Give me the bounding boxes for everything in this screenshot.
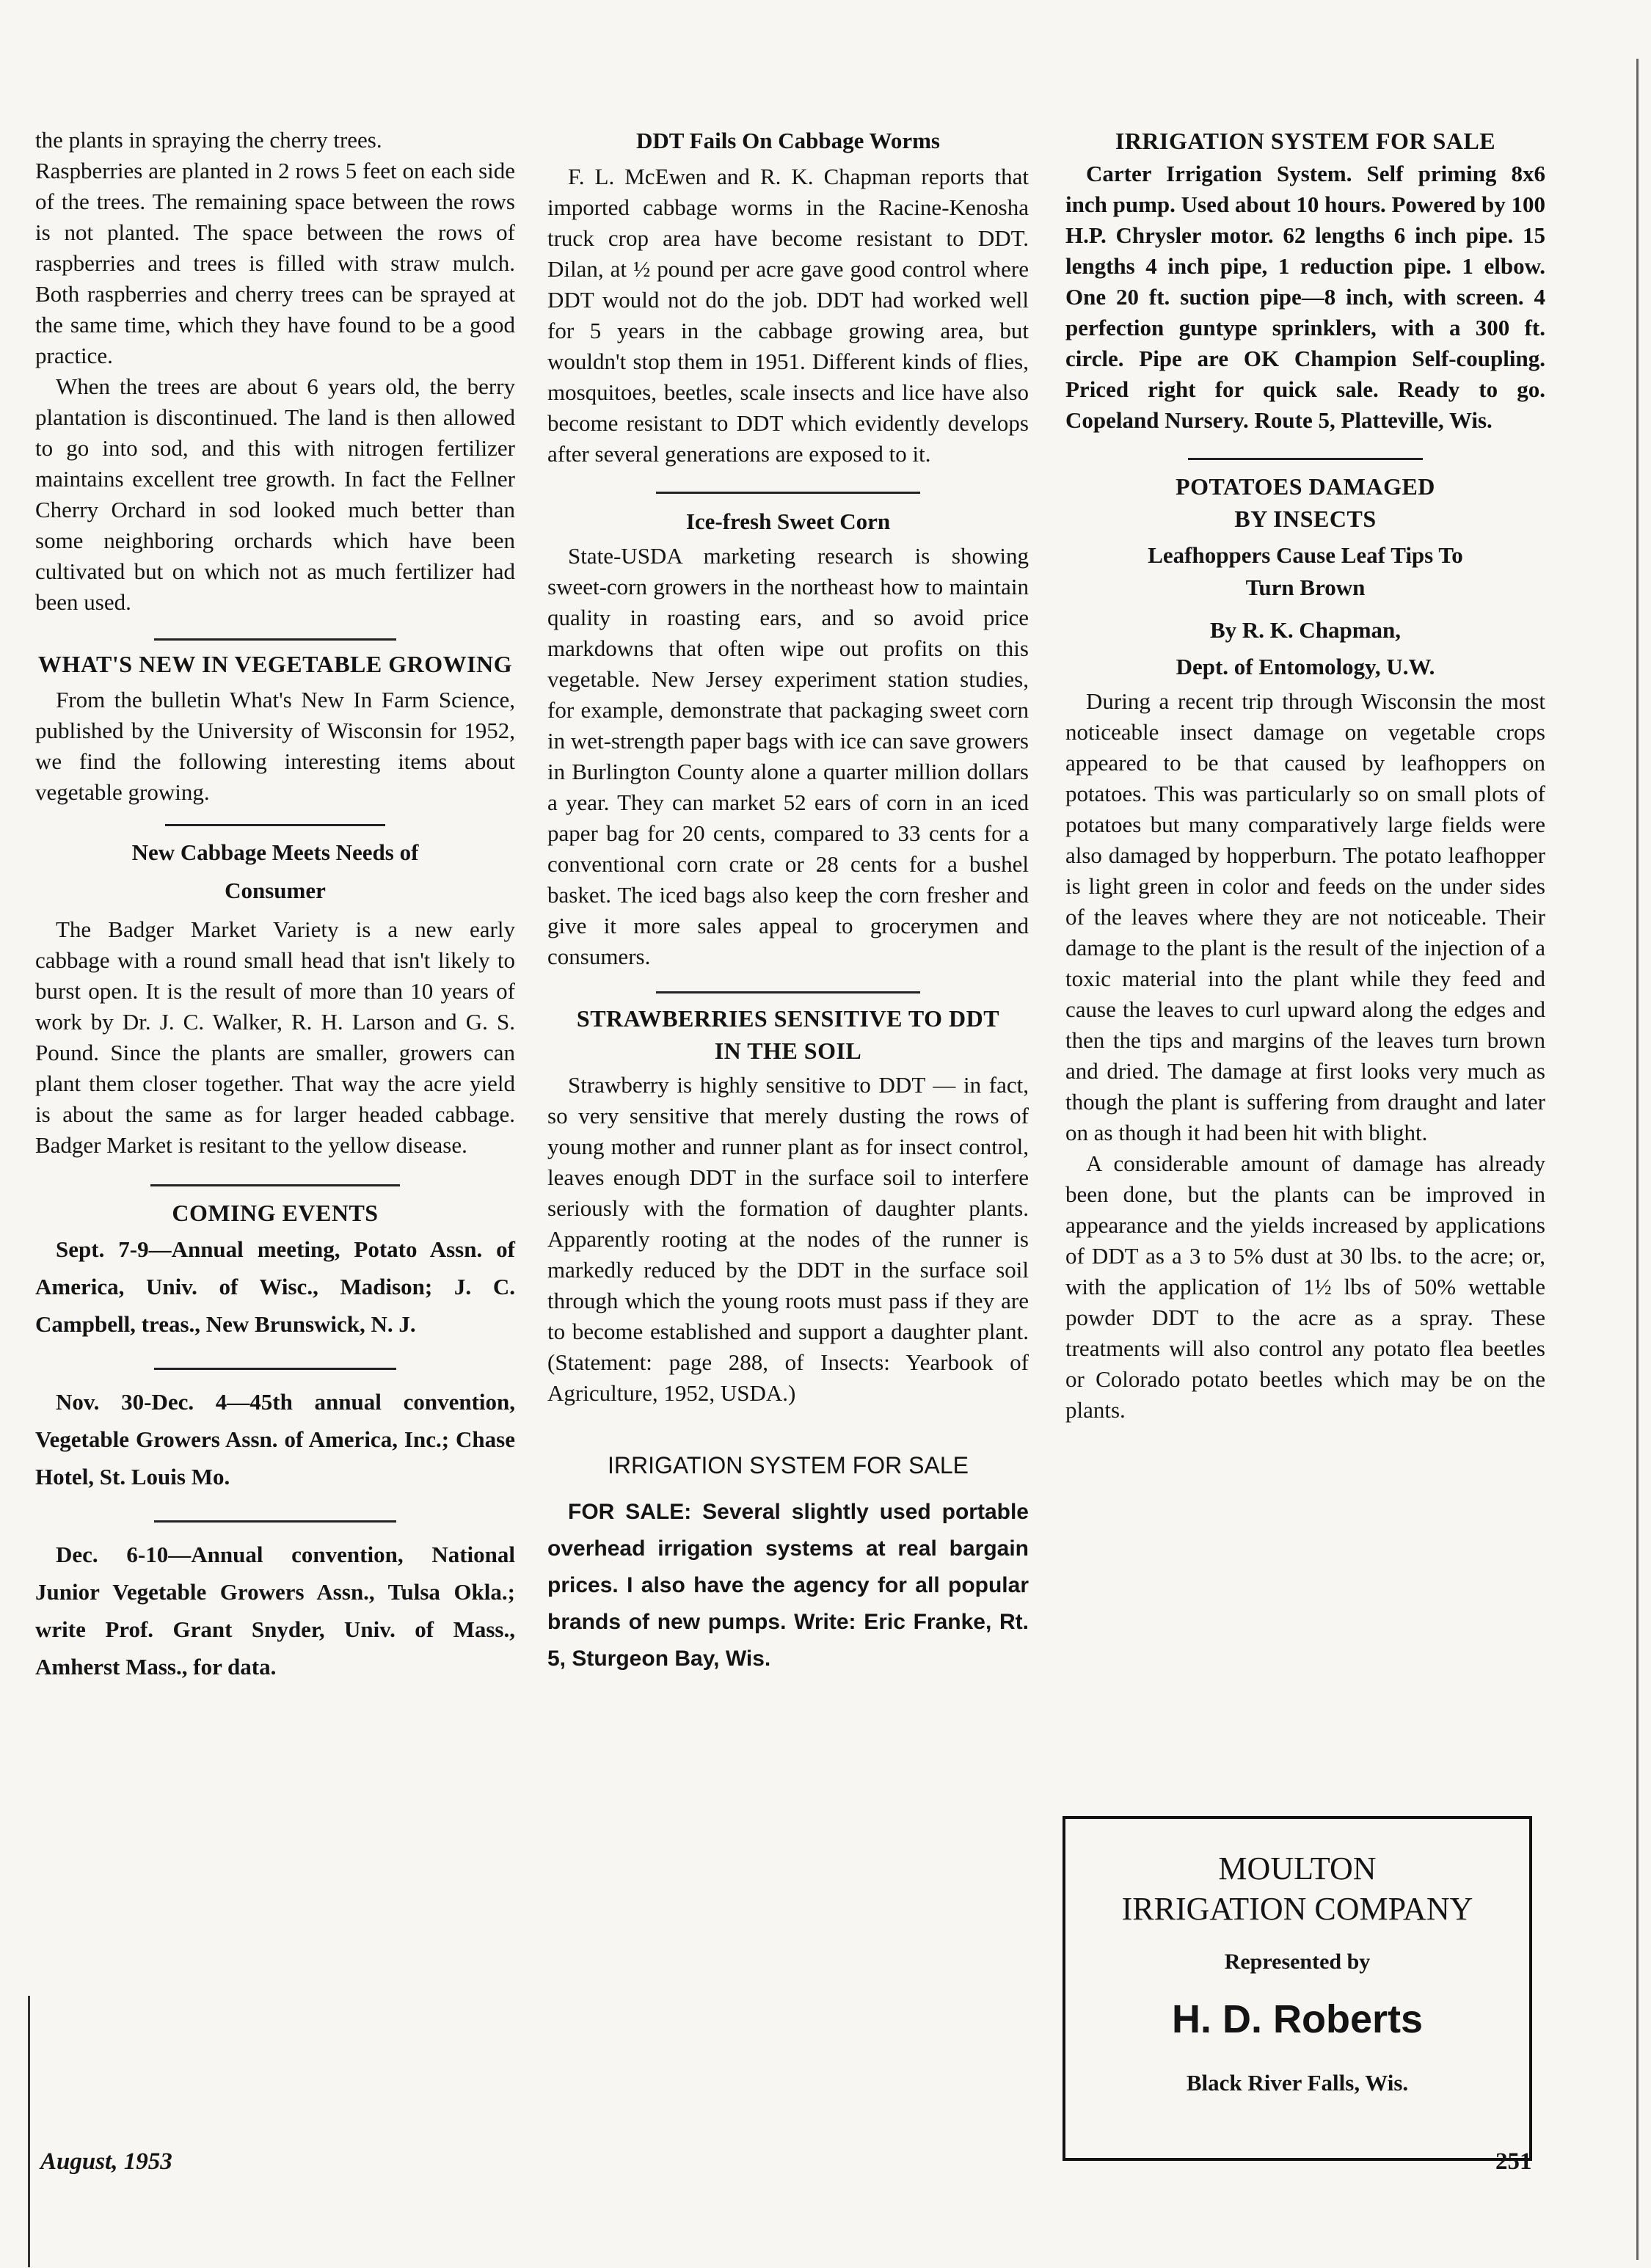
event-vegetable-growers: Nov. 30-Dec. 4—45th annual convention, Vegetable Growers Assn. of America, Inc.; Chase Hotel, St. Louis Mo. — [35, 1389, 515, 1489]
heading-coming-events: COMING EVENTS — [172, 1200, 379, 1226]
event-potato-assn: Sept. 7-9—Annual meeting, Potato Assn. of America, Univ. of Wisc., Madison; J. C. Campbell, treas., New Brunswick, N. J. — [35, 1236, 515, 1337]
byline-chapman: By R. K. Chapman, — [1209, 617, 1402, 643]
section-divider — [656, 991, 920, 993]
section-divider — [165, 824, 385, 826]
heading-whats-new: WHAT'S NEW IN VEGETABLE GROWING — [37, 651, 513, 677]
section-divider — [656, 492, 920, 494]
page-number: 251 — [1495, 2148, 1532, 2175]
paragraph-plants-spraying: the plants in spraying the cherry trees. — [35, 127, 382, 153]
paragraph-badger-market: The Badger Market Variety is a new early cabbage with a round small head that isn't likely to burst open. It is the result of more than 10 years of work by Dr. J. C. Walker, R. H. Larson and G. S. Pound. Since the plants are smaller, growers can plant them closer together. That way the acre yield is about the same as for larger headed cabbage. Badger Market is resitant to the yellow disease. — [35, 916, 515, 1158]
heading-irrigation-ad: IRRIGATION SYSTEM FOR SALE — [608, 1452, 969, 1478]
paragraph-sweet-corn: State-USDA marketing research is showing sweet-corn growers in the northeast how to maintain quality in roasting ears, and so avoid price markdowns that often wipe out profits on this vegetable. New Jersey experiment station studies, for example, demonstrate that packaging sweet corn in wet-strength paper bags with ice can save growers in Burlington County alone a quarter million dollars a year. They can market 52 ears of corn in an iced paper bag for 20 cents, compared to 33 cents for a conventional corn crate or 28 cents for a bushel basket. The iced bags also keep the corn fresher and give it more sales appeal to grocerymen and consumers. — [547, 543, 1029, 969]
column-1 — [35, 125, 515, 1685]
event-divider — [154, 1368, 396, 1370]
footer-date: August, 1953 — [40, 2148, 172, 2175]
heading-strawberries: STRAWBERRIES SENSITIVE TO DDT IN THE SOIL — [576, 1005, 1000, 1064]
column-3 — [1065, 125, 1545, 1426]
column-2 — [547, 125, 1029, 1677]
ad-company-line1: MOULTON — [1218, 1851, 1377, 1886]
paragraph-ddt-fails: F. L. McEwen and R. K. Chapman reports that imported cabbage worms in the Racine-Kenosha truck crop area have become resistant to DDT. Dilan, at ½ pound per acre gave good control where DDT would not do the job. DDT had worked well for 5 years in the cabbage growing area, but wouldn't stop them in 1951. Different kinds of flies, mosquitoes, beetles, scale insects and lice have also become resistant to DDT which evidently develops after several generations are exposed to it. — [547, 164, 1029, 467]
ad-represented-by: Represented by — [1224, 1950, 1371, 1974]
ad-representative-name: H. D. Roberts — [1171, 1997, 1424, 2041]
heading-ice-fresh-corn: Ice-fresh Sweet Corn — [685, 508, 891, 534]
byline-department: Dept. of Entomology, U.W. — [1176, 654, 1435, 679]
heading-ddt-fails: DDT Fails On Cabbage Worms — [636, 128, 940, 153]
event-junior-growers: Dec. 6-10—Annual convention, National Junior Vegetable Growers Assn., Tulsa Okla.; write Prof. Grant Snyder, Univ. of Mass., Amherst Mass., for data. — [35, 1542, 515, 1680]
paragraph-leafhoppers: During a recent trip through Wisconsin the most noticeable insect damage on vegetable crops appeared to be that caused by leafhoppers on potatoes. This was particularly so on small plots of potatoes but many comparatively large fields were also damaged by hopperburn. The potato leafhopper is light green in color and feeds on the under sides of the leaves where they are not noticeable. Their damage to the plant is the result of the injection of a toxic material into the plant while they feed and cause the leaves to curl upward along the edges and then the tips and margins of the leaves turn brown and dried. The damage at first looks very much as though the plant is suffering from draught and later on as though it had been hit with blight. — [1065, 688, 1545, 1145]
paragraph-carter-irrigation: Carter Irrigation System. Self priming 8x6 inch pump. Used about 10 hours. Powered by 100 H.P. Chrysler motor. 62 lengths 6 inch pipe. 15 lengths 4 inch pipe, 1 reduction pipe. 1 elbow. One 20 ft. suction pipe—8 inch, with screen. 4 perfection guntype sprinklers, with a 300 ft. circle. Pipe are OK Champion Self-coupling. Priced right for quick sale. Ready to go. Copeland Nursery. Route 5, Platteville, Wis. — [1065, 161, 1545, 433]
paragraph-damage-control: A considerable amount of damage has already been done, but the plants can be improved in appearance and the yields increased by applications of DDT as a 3 to 5% dust at 30 lbs. to the acre; or, with the application of 1½ lbs of 50% wettable powder DDT to the acre as a spray. These treatments will also control any potato flea beetles or Colorado potato beetles which may be on the plants. — [1065, 1151, 1545, 1423]
paragraph-whats-new: From the bulletin What's New In Farm Science, published by the University of Wisconsin for 1952, we find the following interesting items about vegetable growing. — [35, 687, 515, 805]
section-divider — [150, 1184, 400, 1186]
paragraph-raspberries: Raspberries are planted in 2 rows 5 feet on each side of the trees. The remaining space between the rows is not planted. The space between the rows of raspberries and trees is filled with straw mulch. Both raspberries and cherry trees can be sprayed at the same time, which they have found to be a good practice. — [35, 158, 515, 368]
event-divider — [154, 1520, 396, 1523]
ad-company-line2: IRRIGATION COMPANY — [1121, 1891, 1473, 1927]
ad-location: Black River Falls, Wis. — [1186, 2070, 1409, 2096]
heading-irrigation-sale: IRRIGATION SYSTEM FOR SALE — [1115, 128, 1496, 154]
section-divider — [1188, 458, 1423, 460]
moulton-irrigation-ad — [1063, 1816, 1532, 2161]
heading-potatoes-damaged: POTATOES DAMAGED BY INSECTS — [1176, 473, 1435, 532]
subheading-leafhoppers: Leafhoppers Cause Leaf Tips To Turn Brown — [1148, 542, 1463, 600]
left-margin-line — [28, 1996, 30, 2267]
paragraph-trees-six-years: When the trees are about 6 years old, the berry plantation is discontinued. The land is then allowed to go into sod, and this with nitrogen fertilizer maintains excellent tree growth. In fact the Fellner Cherry Orchard in sod looked much better than some neighboring orchards which have been cultivated but on which not as much fertilizer had been used. — [35, 373, 515, 615]
paragraph-irrigation-franke: FOR SALE: Several slightly used portable overhead irrigation systems at real bargain prices. I also have the agency for all popular brands of new pumps. Write: Eric Franke, Rt. 5, Sturgeon Bay, Wis. — [547, 1500, 1029, 1671]
heading-new-cabbage: New Cabbage Meets Needs of Consumer — [131, 839, 419, 903]
right-margin-line — [1636, 59, 1639, 2260]
paragraph-strawberries: Strawberry is highly sensitive to DDT — in fact, so very sensitive that merely dusting the rows of young mother and runner plant as for insect control, leaves enough DDT in the surface soil to interfere seriously with the formation of daughter plants. Apparently rooting at the nodes of the runner is markedly reduced by the DDT in the surface soil through which the young roots must pass if they are to become established and support a daughter plant. (Statement: page 288, of Insects: Yearbook of Agriculture, 1952, USDA.) — [547, 1072, 1029, 1406]
section-divider — [154, 638, 396, 641]
